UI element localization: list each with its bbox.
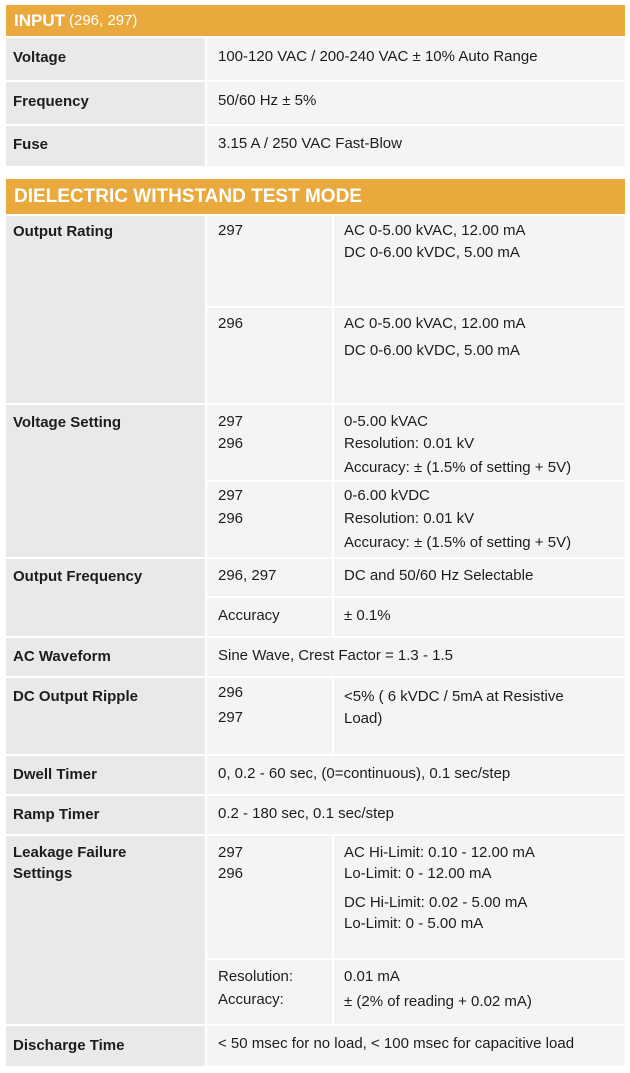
resolution-value: 0.01 mA — [344, 968, 400, 985]
row-value: 50/60 Hz ± 5% — [218, 92, 317, 109]
setting-line: 0-5.00 kVAC — [344, 413, 428, 430]
model-number: 296, 297 — [218, 567, 277, 584]
row-label: Discharge Time — [13, 1037, 125, 1054]
spec-row-output-rating — [6, 216, 625, 403]
row-label: Settings — [13, 865, 73, 882]
spec-row-dwell-timer — [6, 756, 625, 794]
rating-line: AC 0-5.00 kVAC, 12.00 mA — [344, 315, 526, 332]
setting-line: Resolution: 0.01 kV — [344, 435, 475, 452]
model-number: 296 — [218, 315, 244, 332]
model-number: 297 — [218, 487, 244, 504]
spec-row-voltage-setting — [6, 405, 625, 557]
row-label: Output Rating — [13, 223, 113, 240]
model-number: 296 — [218, 435, 244, 452]
spec-row-dc-output-ripple — [6, 678, 625, 754]
row-label: DC Output Ripple — [13, 688, 138, 705]
row-label: Dwell Timer — [13, 766, 97, 783]
accuracy-value: ± 0.1% — [344, 607, 391, 624]
limit-line: DC Hi-Limit: 0.02 - 5.00 mA — [344, 894, 528, 911]
row-value: 0.2 - 180 sec, 0.1 sec/step — [218, 805, 394, 822]
frequency-value: DC and 50/60 Hz Selectable — [344, 567, 534, 584]
row-value: Sine Wave, Crest Factor = 1.3 - 1.5 — [218, 647, 453, 664]
model-number: 296 — [218, 510, 244, 527]
model-number: 297 — [218, 844, 244, 861]
setting-line: 0-6.00 kVDC — [344, 487, 430, 504]
model-number: 297 — [218, 222, 244, 239]
accuracy-value: ± (2% of reading + 0.02 mA) — [344, 993, 532, 1010]
spec-row-voltage — [6, 38, 625, 80]
spec-row-discharge-time — [6, 1026, 625, 1066]
limit-line: Lo-Limit: 0 - 12.00 mA — [344, 865, 492, 882]
row-label: Voltage Setting — [13, 414, 122, 431]
row-label: Voltage — [13, 49, 67, 66]
dielectric-title: DIELECTRIC WITHSTAND TEST MODE — [14, 185, 362, 207]
input-title: INPUT — [14, 10, 65, 30]
spec-row-frequency — [6, 82, 625, 124]
row-value: 0, 0.2 - 60 sec, (0=continuous), 0.1 sec/step — [218, 765, 511, 782]
accuracy-label: Accuracy: — [218, 991, 284, 1008]
setting-line: Resolution: 0.01 kV — [344, 510, 475, 527]
row-value: < 50 msec for no load, < 100 msec for capacitive load — [218, 1035, 575, 1052]
accuracy-label: Accuracy — [218, 607, 280, 624]
row-label: AC Waveform — [13, 648, 111, 665]
dielectric-section-header — [6, 179, 625, 214]
resolution-label: Resolution: — [218, 968, 294, 985]
model-number: 297 — [218, 413, 244, 430]
model-number: 297 — [218, 709, 244, 726]
spec-row-leakage-failure — [6, 836, 625, 1024]
spec-row-output-frequency — [6, 559, 625, 636]
model-number: 296 — [218, 684, 244, 701]
model-number: 296 — [218, 865, 244, 882]
row-label: Frequency — [13, 93, 89, 110]
spec-row-fuse — [6, 126, 625, 166]
ripple-line: Load) — [344, 710, 383, 727]
spec-row-ac-waveform — [6, 638, 625, 676]
limit-line: AC Hi-Limit: 0.10 - 12.00 mA — [344, 844, 535, 861]
rating-line: AC 0-5.00 kVAC, 12.00 mA — [344, 222, 526, 239]
limit-line: Lo-Limit: 0 - 5.00 mA — [344, 915, 484, 932]
row-label: Leakage Failure — [13, 844, 127, 861]
row-label: Output Frequency — [13, 568, 143, 585]
row-value: 3.15 A / 250 VAC Fast-Blow — [218, 135, 402, 152]
rating-line: DC 0-6.00 kVDC, 5.00 mA — [344, 244, 520, 261]
row-value: 100-120 VAC / 200-240 VAC ± 10% Auto Range — [218, 48, 538, 65]
input-subtitle: (296, 297) — [69, 12, 138, 29]
rating-line: DC 0-6.00 kVDC, 5.00 mA — [344, 342, 520, 359]
row-label: Fuse — [13, 136, 49, 153]
setting-line: Accuracy: ± (1.5% of setting + 5V) — [344, 534, 572, 551]
input-section-header — [6, 5, 625, 36]
ripple-line: <5% ( 6 kVDC / 5mA at Resistive — [344, 688, 564, 705]
setting-line: Accuracy: ± (1.5% of setting + 5V) — [344, 459, 572, 476]
row-label: Ramp Timer — [13, 806, 100, 823]
spec-row-ramp-timer — [6, 796, 625, 834]
